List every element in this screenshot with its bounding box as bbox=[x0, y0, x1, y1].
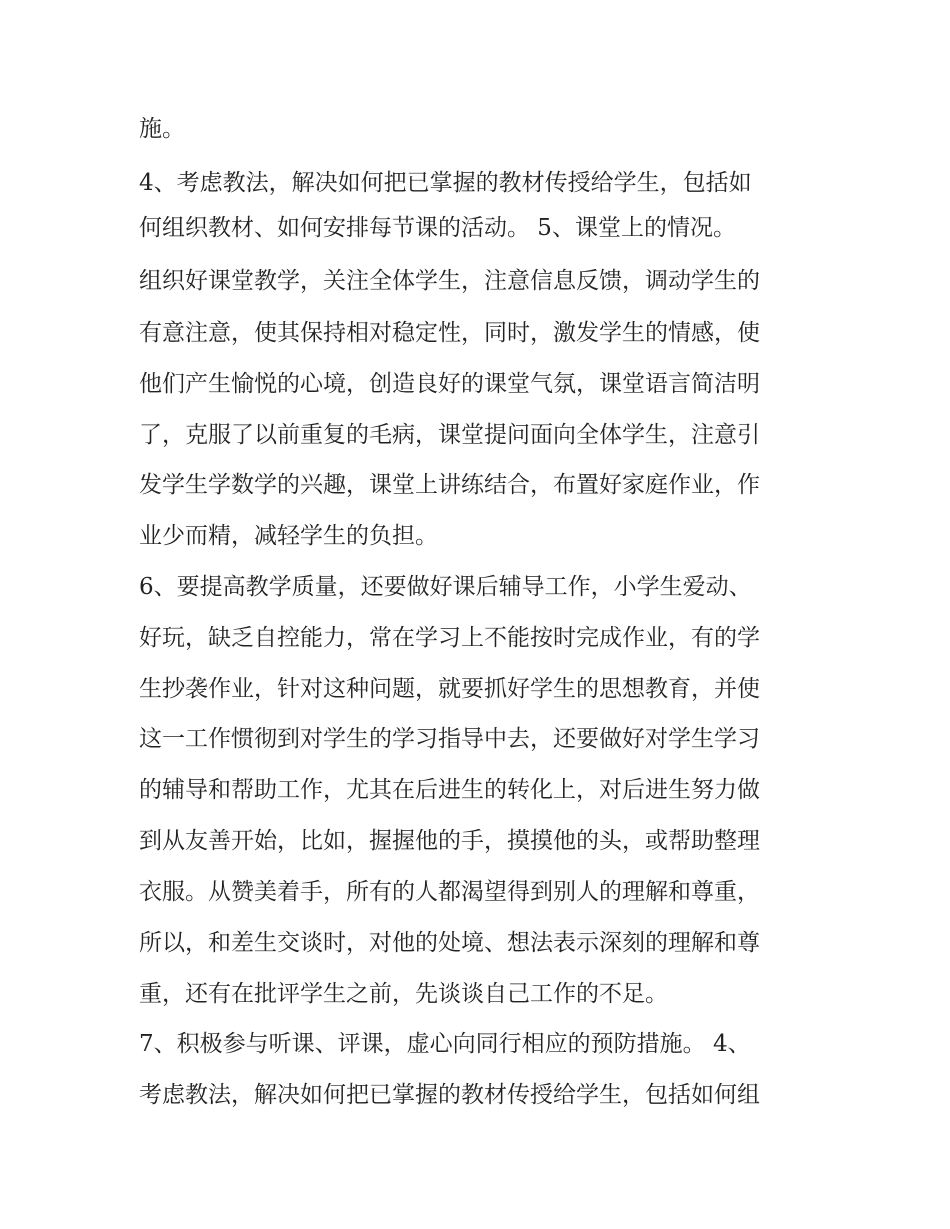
text-line: 好玩，缺乏自控能力，常在学习上不能按时完成作业，有的学 bbox=[139, 625, 760, 651]
text-line: 考虑教法，解决如何把已掌握的教材传授给学生，包括如何组 bbox=[139, 1082, 760, 1108]
text-line: 有意注意，使其保持相对稳定性，同时，激发学生的情感，使 bbox=[139, 320, 760, 346]
text-line: 业少而精，减轻学生的负担。 bbox=[139, 523, 438, 549]
text-line: 的辅导和帮助工作，尤其在后进生的转化上，对后进生努力做 bbox=[139, 777, 760, 803]
text-line: 何组织教材、如何安排每节课的活动。 5、课堂上的情况。 bbox=[139, 215, 736, 241]
text-line: 发学生学数学的兴趣，课堂上讲练结合，布置好家庭作业，作 bbox=[139, 472, 760, 498]
text-line: 衣服。从赞美着手，所有的人都渴望得到别人的理解和尊重， bbox=[139, 879, 760, 905]
text-line: 到从友善开始，比如，握握他的手，摸摸他的头，或帮助整理 bbox=[139, 828, 760, 854]
text-line: 这一工作惯彻到对学生的学习指导中去，还要做好对学生学习 bbox=[139, 726, 760, 752]
text-line: 6、要提高教学质量，还要做好课后辅导工作，小学生爱动、 bbox=[139, 574, 752, 600]
text-line: 了，克服了以前重复的毛病，课堂提问面向全体学生，注意引 bbox=[139, 422, 760, 448]
text-line: 组织好课堂教学，关注全体学生，注意信息反馈，调动学生的 bbox=[139, 268, 760, 294]
text-line: 4、考虑教法，解决如何把已掌握的教材传授给学生，包括如 bbox=[139, 170, 752, 196]
text-line: 生抄袭作业，针对这种问题，就要抓好学生的思想教育，并使 bbox=[139, 676, 760, 702]
text-line: 他们产生愉悦的心境，创造良好的课堂气氛，课堂语言简洁明 bbox=[139, 371, 760, 397]
text-line: 所以，和差生交谈时，对他的处境、想法表示深刻的理解和尊 bbox=[139, 930, 760, 956]
text-line: 重，还有在批评学生之前，先谈谈自己工作的不足。 bbox=[139, 981, 668, 1007]
text-line: 7、积极参与听课、评课，虚心向同行相应的预防措施。 4、 bbox=[139, 1031, 751, 1057]
text-line: 施。 bbox=[139, 116, 185, 142]
